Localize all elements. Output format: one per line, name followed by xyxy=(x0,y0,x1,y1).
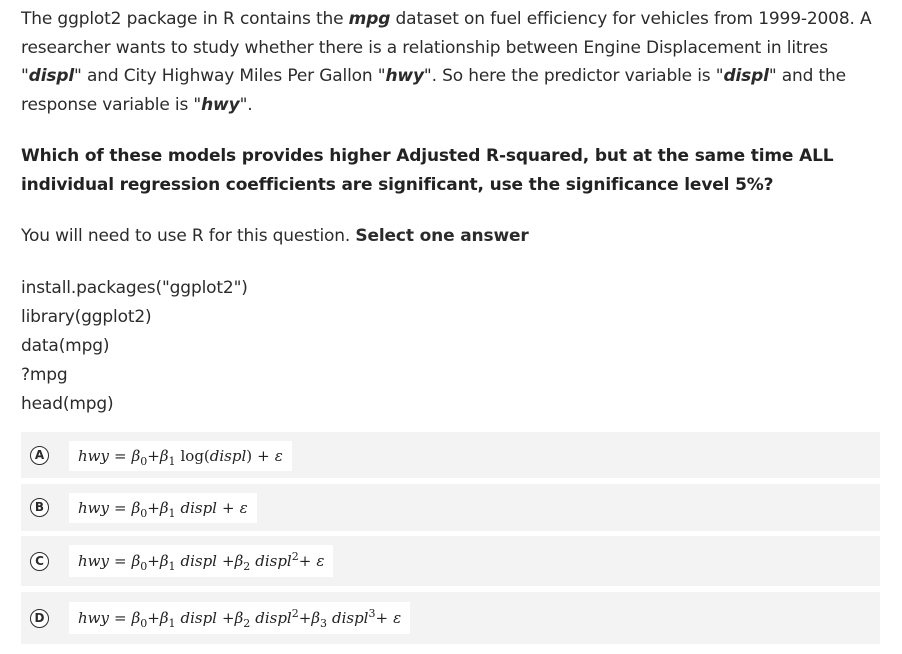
code-line: data(mpg) xyxy=(21,336,110,356)
intro-text: ". xyxy=(239,95,253,116)
option-formula: hwy = $\beta_0+\beta_1$ displ $+\beta_2$ $displ^2+\beta_3$ displ$^3$+ ε xyxy=(69,602,410,634)
answer-option-c[interactable] xyxy=(21,536,880,586)
intro-text: " and the response variable is " xyxy=(21,66,846,116)
instruction-text xyxy=(21,222,887,251)
r-code-block xyxy=(21,274,248,419)
instruction-emphasis: Select one answer xyxy=(355,226,529,246)
question-text: Which of these models provides higher Adjusted R-squared, but at the same time ALL individual regression coefficients are significant, use the significance level 5%? xyxy=(21,146,834,195)
hwy-term: hwy xyxy=(201,95,240,116)
code-line: ?mpg xyxy=(21,365,68,385)
option-letter-badge[interactable]: D xyxy=(30,609,49,628)
option-formula: hwy = $\beta_0+\beta_1$ displ + ε xyxy=(69,493,257,523)
displ-term: displ xyxy=(28,66,75,87)
intro-text: dataset on fuel efficiency for vehicles from 1999-2008. A researcher wants to study whether there is a relationship between Engine Displacement in litres " xyxy=(21,9,872,87)
code-line: library(ggplot2) xyxy=(21,307,152,327)
option-letter-badge[interactable]: B xyxy=(30,498,49,517)
instruction-lead: You will need to use R for this question. xyxy=(21,226,356,246)
intro-paragraph xyxy=(21,5,887,120)
option-formula: hwy = $\beta_0+\beta_1$ displ $+\beta_2$ displ$^2$+ ε xyxy=(69,545,333,577)
option-formula: hwy = $\beta_0+\beta_1$ log(displ) + ε xyxy=(69,441,292,471)
intro-text: " and City Highway Miles Per Gallon " xyxy=(74,66,386,87)
displ-term: displ xyxy=(723,66,769,87)
intro-text: ". So here the predictor variable is " xyxy=(423,66,724,87)
mpg-term: mpg xyxy=(348,9,391,29)
answer-option-d[interactable] xyxy=(21,592,880,644)
option-letter-badge[interactable]: A xyxy=(30,446,49,465)
option-letter-badge[interactable]: C xyxy=(30,552,49,571)
code-line: head(mpg) xyxy=(21,394,114,414)
intro-text: The ggplot2 package in R contains the xyxy=(21,9,349,29)
code-line: install.packages("ggplot2") xyxy=(21,278,248,298)
answer-option-b[interactable] xyxy=(21,484,880,531)
answer-option-a[interactable] xyxy=(21,432,880,478)
hwy-term: hwy xyxy=(385,66,424,87)
